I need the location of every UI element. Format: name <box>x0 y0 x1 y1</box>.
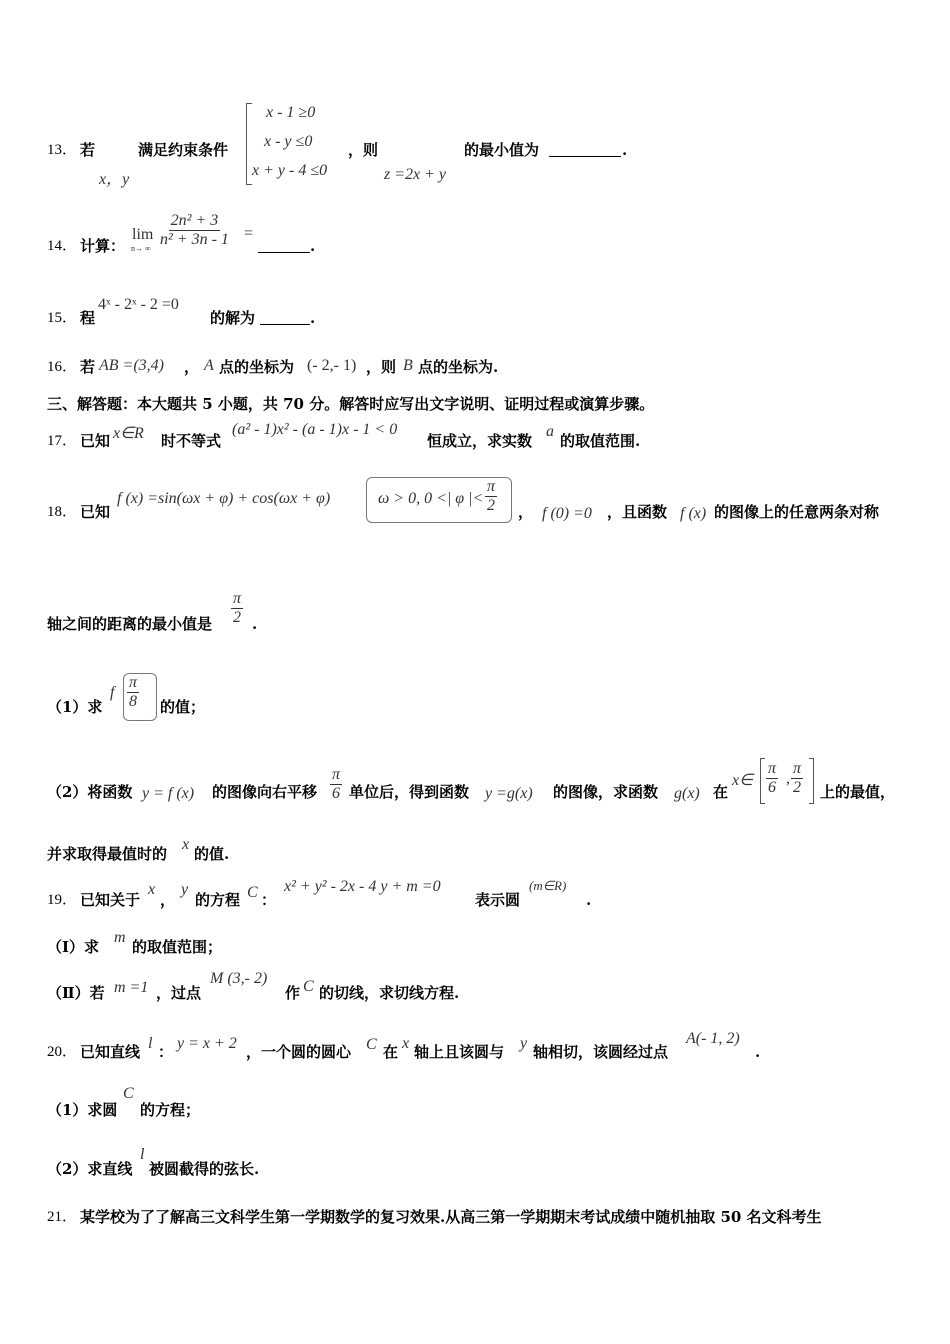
problem-16-text-4: ，则 <box>366 358 397 376</box>
problem-19-end: . <box>586 891 592 909</box>
problem-19-q1-text: 的取值范围； <box>132 938 223 956</box>
pi-over-2 <box>485 478 497 515</box>
two-denominator: 2 <box>793 779 801 796</box>
problem-20-text-5: 轴上且该圆与 <box>414 1043 505 1061</box>
problem-13-objective: z =2x + y <box>384 166 447 183</box>
answer-blank <box>549 142 621 157</box>
equals-sign: = <box>244 225 254 242</box>
line-l: l <box>140 1146 145 1163</box>
problem-20-text-1: 已知直线 <box>80 1043 141 1061</box>
problem-15-text-2: 的解为 <box>210 309 256 327</box>
two-denominator: 2 <box>233 609 241 626</box>
problem-19-q2-text-3: 的切线，求切线方程. <box>319 984 460 1002</box>
constraint-2: x - y ≤0 <box>264 133 313 150</box>
y-equals-fx: y = f (x) <box>142 785 195 802</box>
problem-19-q2-text-1: ，过点 <box>156 984 202 1002</box>
interval-bracket-right <box>809 758 814 804</box>
problem-15-end: . <box>310 309 316 327</box>
two-denominator: 2 <box>487 497 495 514</box>
problem-21-number: 21． <box>47 1209 78 1225</box>
problem-20-q2-text: 被圆截得的弦长. <box>149 1160 260 1178</box>
x-var: x <box>182 836 190 853</box>
problem-20-text-2: ： <box>158 1043 174 1061</box>
problem-18-q2-text-3: 的图像，求函数 <box>553 783 659 801</box>
problem-13-text-1: 若 <box>80 141 96 159</box>
problem-13-number: 13． <box>47 142 78 158</box>
problem-20-number: 20． <box>47 1044 78 1060</box>
fraction-denominator: n² + 3n - 1 <box>160 231 229 248</box>
problem-19-text-3: 的方程 <box>195 891 241 909</box>
section-heading: 三、解答题：本大题共 5 小题，共 70 分。解答时应写出文字说明、证明过程或演算步骤。 <box>47 395 655 413</box>
pi-over-6 <box>766 760 778 797</box>
problem-18-q1-text: 的值； <box>160 698 206 716</box>
vector-ab: AB =(3,4) <box>99 357 164 374</box>
problem-18-q2-text-5: 上的最值， <box>820 783 896 801</box>
fx: f (x) <box>680 505 707 522</box>
problem-19-number: 19． <box>47 892 78 908</box>
problem-17-inequality: (a² - 1)x² - (a - 1)x - 1 < 0 <box>232 421 398 438</box>
var-y: y <box>181 881 189 898</box>
problem-16-number: 16． <box>47 359 78 375</box>
limit-symbol: lim <box>132 226 154 243</box>
problem-18-q2-text-1: 的图像向右平移 <box>212 783 318 801</box>
problem-13-text-3: ，则 <box>348 141 379 159</box>
m-equals-1: m =1 <box>114 979 149 996</box>
problem-20-text-3: ，一个圆的圆心 <box>246 1043 352 1061</box>
problem-20-q1-text: 的方程； <box>140 1101 201 1119</box>
problem-14-number: 14． <box>47 238 78 254</box>
gx: g(x) <box>674 785 700 802</box>
param-a: a <box>546 423 554 440</box>
pi-numerator: π <box>332 766 341 783</box>
curve-c: C <box>303 978 314 995</box>
problem-20-text-6: 轴相切，该圆经过点 <box>533 1043 669 1061</box>
limit-subscript: n→ ∞ <box>131 244 151 253</box>
problem-20-q2: （2）求直线 <box>47 1160 133 1178</box>
line-l: l <box>148 1035 153 1052</box>
point-b: B <box>403 357 413 374</box>
m-in-r: (m∈R) <box>529 878 567 893</box>
problem-19-text-2: ， <box>160 891 176 909</box>
problem-18-text-5: 轴之间的距离的最小值是 <box>47 615 213 633</box>
problem-17-text-4: 的取值范围. <box>560 432 641 450</box>
problem-18-q2: （2）将函数 <box>47 783 133 801</box>
problem-15-number: 15． <box>47 310 78 326</box>
circle-equation: x² + y² - 2x - 4 y + m =0 <box>284 878 441 895</box>
problem-13-text-2: 满足约束条件 <box>138 141 229 159</box>
pi-numerator: π <box>233 590 242 607</box>
pi-over-2 <box>791 760 803 797</box>
f-zero: f (0) =0 <box>542 505 592 522</box>
problem-19-text-1: 已知关于 <box>80 891 141 909</box>
problem-18-text-3: ，且函数 <box>607 503 668 521</box>
x-in: x∈ <box>732 772 754 789</box>
condition-text: ω > 0, 0 <| φ |< <box>378 490 484 507</box>
point-a: A(- 1, 2) <box>686 1030 740 1047</box>
problem-19-text-5: 表示圆 <box>475 891 521 909</box>
problem-19-q2: （Ⅱ）若 <box>47 984 105 1002</box>
pi-over-8 <box>127 674 139 711</box>
problem-13-end: . <box>622 141 628 159</box>
y-equals-gx: y =g(x) <box>485 785 533 802</box>
problem-14-text: 计算： <box>80 237 126 255</box>
problem-18-text-2: ， <box>518 503 534 521</box>
problem-18-q1: （1）求 <box>47 698 103 716</box>
problem-13-vars: x，y <box>99 171 130 188</box>
problem-14-end: . <box>310 237 316 255</box>
six-denominator: 6 <box>768 779 776 796</box>
problem-18-text-4: 的图像上的任意两条对称 <box>714 503 880 521</box>
x-in-r: x∈R <box>113 425 144 442</box>
eight-denominator: 8 <box>129 693 137 710</box>
pi-numerator: π <box>793 760 802 777</box>
answer-blank <box>260 310 310 325</box>
problem-21-text: 某学校为了了解高三文科学生第一学期数学的复习效果.从高三第一学期期末考试成绩中随机抽取 50 名文科考生 <box>80 1208 822 1226</box>
constraint-1: x - 1 ≥0 <box>266 104 316 121</box>
problem-16-text-3: 点的坐标为 <box>219 358 295 376</box>
problem-19-text-4: ： <box>261 891 277 909</box>
interval-bracket-left <box>760 758 765 804</box>
problem-18-q2-text-6: 并求取得最值时的 <box>47 845 168 863</box>
problem-18-number: 18． <box>47 504 78 520</box>
pi-numerator: π <box>768 760 777 777</box>
q1-f: f <box>110 684 115 701</box>
problem-17-text-3: 恒成立，求实数 <box>427 432 533 450</box>
point-a-coord: (- 2,- 1) <box>307 357 357 374</box>
problem-16-text-1: 若 <box>80 358 96 376</box>
problem-20-text-4: 在 <box>383 1043 399 1061</box>
problem-18-text-1: 已知 <box>80 503 111 521</box>
problem-16-text-2: ， <box>184 358 200 376</box>
pi-numerator: π <box>129 674 138 691</box>
pi-numerator: π <box>487 478 496 495</box>
circle-c: C <box>123 1085 134 1102</box>
problem-17-text-2: 时不等式 <box>161 432 222 450</box>
function-definition: f (x) =sin(ωx + φ) + cos(ωx + φ) <box>117 490 331 507</box>
line-equation: y = x + 2 <box>177 1035 237 1052</box>
var-x: x <box>148 881 156 898</box>
problem-16-text-5: 点的坐标为. <box>418 358 499 376</box>
point-a: A <box>204 357 214 374</box>
interval-comma: , <box>786 770 790 787</box>
var-m: m <box>114 929 126 946</box>
problem-18-q2-text-7: 的值. <box>194 845 230 863</box>
problem-18-end: . <box>252 615 258 633</box>
answer-blank <box>258 238 310 253</box>
constraint-3: x + y - 4 ≤0 <box>252 162 328 179</box>
problem-20-end: . <box>755 1043 761 1061</box>
point-m: M (3,- 2) <box>210 970 268 987</box>
problem-18-q2-text-4: 在 <box>713 783 729 801</box>
fraction-numerator: 2n² + 3 <box>170 212 219 229</box>
problem-13-text-4: 的最小值为 <box>464 141 540 159</box>
problem-15-equation: 4ˣ - 2ˣ - 2 =0 <box>98 296 179 313</box>
y-axis: y <box>520 1035 528 1052</box>
center-c: C <box>366 1036 377 1053</box>
six-denominator: 6 <box>332 785 340 802</box>
x-axis: x <box>402 1035 410 1052</box>
problem-18-q2-text-2: 单位后，得到函数 <box>349 783 470 801</box>
curve-c: C <box>247 884 258 901</box>
pi-over-2 <box>231 590 243 627</box>
problem-17-text-1: 已知 <box>80 432 111 450</box>
problem-19-q1: （Ⅰ）求 <box>47 938 100 956</box>
problem-19-q2-text-2: 作 <box>285 984 301 1002</box>
problem-17-number: 17． <box>47 433 78 449</box>
problem-15-text-1: 程 <box>80 309 96 327</box>
limit-fraction <box>158 212 231 249</box>
pi-over-6 <box>330 766 342 803</box>
problem-20-q1: （1）求圆 <box>47 1101 118 1119</box>
